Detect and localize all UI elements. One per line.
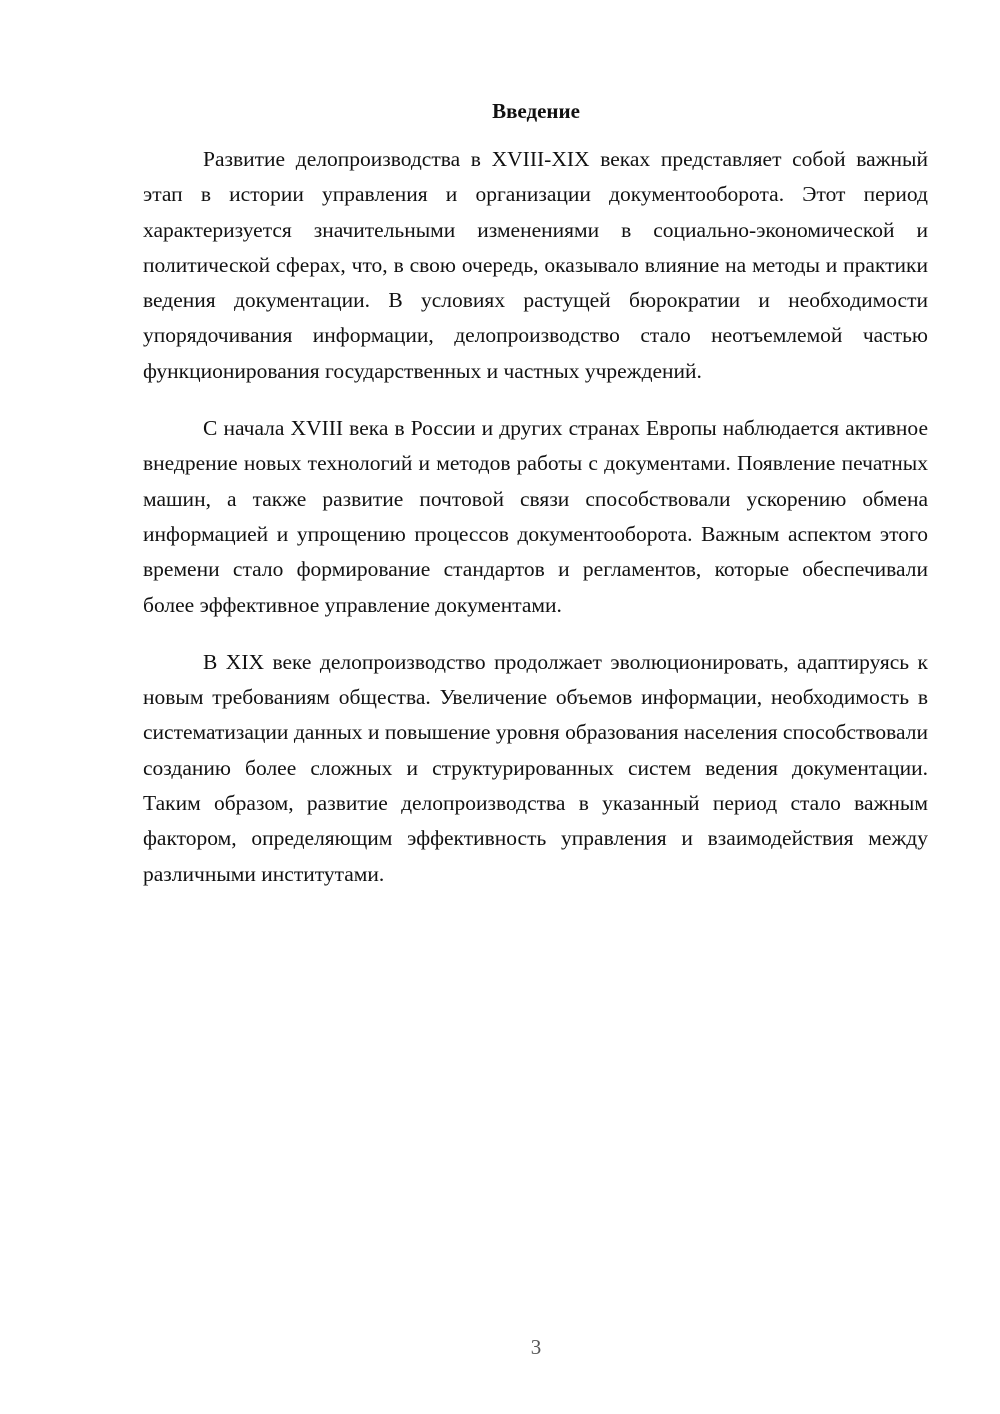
paragraph-3: В XIX веке делопроизводство продолжает эволюционировать, адаптируясь к новым требованиям общества. Увеличение объемов информации, необходимость в систематизации данных и повышение уровня образования населения способствовали созданию более сложных и структурированных систем ведения документации. Таким образом, развитие делопроизводства в указанный период стало важным фактором, определяющим эффективность управления и взаимодействия между различными институтами. (143, 649, 928, 886)
paragraph-1: Развитие делопроизводства в XVIII-XIX веках представляет собой важный этап в истории управления и организации документооборота. Этот период характеризуется значительными изменениями в социально-экономической и политической сферах, что, в свою очередь, оказывало влияние на методы и практики ведения документации. В условиях растущей бюрократии и необходимости упорядочивания информации, делопроизводство стало неотъемлемой частью функционирования государственных и частных учреждений. (143, 147, 928, 383)
body-text (143, 142, 928, 914)
paragraph-2: С начала XVIII века в России и других странах Европы наблюдается активное внедрение новых технологий и методов работы с документами. Появление печатных машин, а также развитие почтовой связи способствовали ускорению обмена информацией и упрощению процессов документооборота. Важным аспектом этого времени стало формирование стандартов и регламентов, которые обеспечивали более эффективное управление документами. (143, 416, 928, 617)
page-number: 3 (530, 1335, 542, 1359)
page-title: Введение (492, 99, 580, 123)
